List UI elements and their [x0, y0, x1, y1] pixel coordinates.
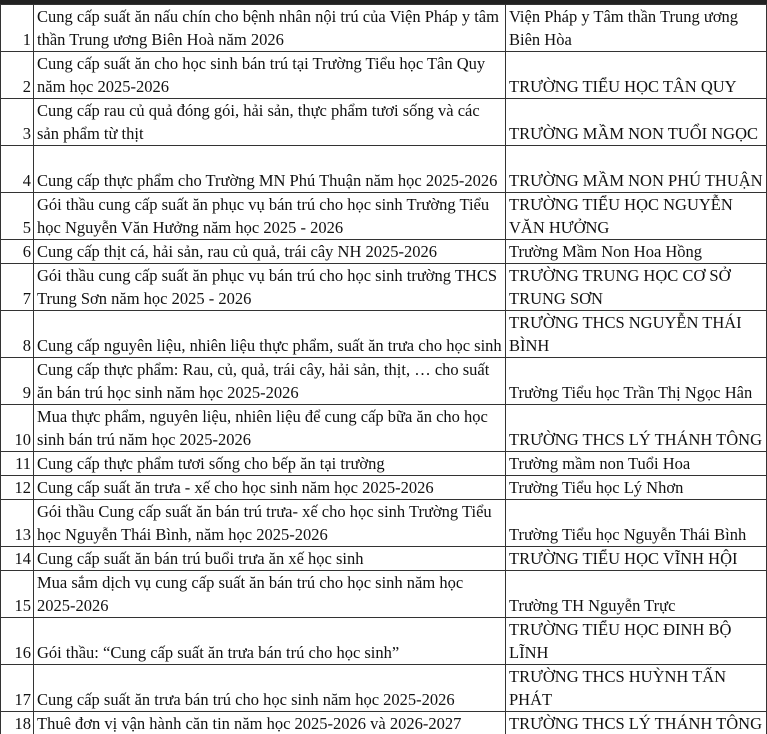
table-row[interactable] [1, 476, 767, 500]
unit-cell[interactable]: Trường Tiểu học Nguyễn Thái Bình [506, 500, 767, 547]
row-number: 11 [1, 452, 34, 476]
description-cell[interactable]: Cung cấp rau củ quả đóng gói, hải sản, thực phẩm tươi sống và các sản phẩm từ thịt [34, 99, 506, 146]
description-cell[interactable]: Cung cấp suất ăn bán trú buổi trưa ăn xế học sinh [34, 547, 506, 571]
unit-cell[interactable]: TRƯỜNG TRUNG HỌC CƠ SỞ TRUNG SƠN [506, 264, 767, 311]
table-row[interactable] [1, 99, 767, 146]
table-row[interactable] [1, 311, 767, 358]
description-cell[interactable]: Gói thầu cung cấp suất ăn phục vụ bán trú cho học sinh Trường Tiểu học Nguyễn Văn Hưởng năm học 2025 - 2026 [34, 193, 506, 240]
row-number: 9 [1, 358, 34, 405]
row-number: 1 [1, 5, 34, 52]
tender-table [0, 4, 767, 734]
unit-cell[interactable]: TRƯỜNG TIỂU HỌC ĐINH BỘ LĨNH [506, 618, 767, 665]
table-row[interactable] [1, 264, 767, 311]
row-number: 2 [1, 52, 34, 99]
table-row[interactable] [1, 712, 767, 734]
description-cell[interactable]: Cung cấp suất ăn trưa bán trú cho học sinh năm học 2025-2026 [34, 665, 506, 712]
row-number: 17 [1, 665, 34, 712]
row-number: 14 [1, 547, 34, 571]
table-row[interactable] [1, 500, 767, 547]
table-row[interactable] [1, 5, 767, 52]
table-body [1, 5, 767, 734]
unit-cell[interactable]: TRƯỜNG THCS LÝ THÁNH TÔNG [506, 405, 767, 452]
row-number: 15 [1, 571, 34, 618]
unit-cell[interactable]: TRƯỜNG THCS NGUYỄN THÁI BÌNH [506, 311, 767, 358]
description-cell[interactable]: Cung cấp thịt cá, hải sản, rau củ quả, trái cây NH 2025-2026 [34, 240, 506, 264]
table-row[interactable] [1, 240, 767, 264]
row-number: 16 [1, 618, 34, 665]
unit-cell[interactable]: TRƯỜNG MẦM NON PHÚ THUẬN [506, 146, 767, 193]
table-row[interactable] [1, 452, 767, 476]
row-number: 8 [1, 311, 34, 358]
row-number: 5 [1, 193, 34, 240]
table-row[interactable] [1, 547, 767, 571]
description-cell[interactable]: Cung cấp suất ăn cho học sinh bán trú tại Trường Tiểu học Tân Quy năm học 2025-2026 [34, 52, 506, 99]
table-row[interactable] [1, 665, 767, 712]
description-cell[interactable]: Cung cấp nguyên liệu, nhiên liệu thực phẩm, suất ăn trưa cho học sinh [34, 311, 506, 358]
unit-cell[interactable]: Trường TH Nguyễn Trực [506, 571, 767, 618]
unit-cell[interactable]: TRƯỜNG TIỂU HỌC VĨNH HỘI [506, 547, 767, 571]
unit-cell[interactable]: TRƯỜNG TIỂU HỌC NGUYỄN VĂN HƯỞNG [506, 193, 767, 240]
unit-cell[interactable]: Trường Mầm Non Hoa Hồng [506, 240, 767, 264]
row-number: 3 [1, 99, 34, 146]
unit-cell[interactable]: Viện Pháp y Tâm thần Trung ương Biên Hòa [506, 5, 767, 52]
description-cell[interactable]: Gói thầu Cung cấp suất ăn bán trú trưa- xế cho học sinh Trường Tiểu học Nguyễn Thái Bình, năm học 2025-2026 [34, 500, 506, 547]
description-cell[interactable]: Cung cấp thực phẩm: Rau, củ, quả, trái cây, hải sản, thịt, … cho suất ăn bán trú học sinh năm học 2025-2026 [34, 358, 506, 405]
description-cell[interactable]: Cung cấp suất ăn nấu chín cho bệnh nhân nội trú của Viện Pháp y tâm thần Trung ương Biên Hoà năm 2026 [34, 5, 506, 52]
row-number: 10 [1, 405, 34, 452]
unit-cell[interactable]: TRƯỜNG THCS LÝ THÁNH TÔNG [506, 712, 767, 734]
description-cell[interactable]: Thuê đơn vị vận hành căn tin năm học 2025-2026 và 2026-2027 [34, 712, 506, 734]
table-row[interactable] [1, 146, 767, 193]
table-row[interactable] [1, 52, 767, 99]
description-cell[interactable]: Mua sắm dịch vụ cung cấp suất ăn bán trú cho học sinh năm học 2025-2026 [34, 571, 506, 618]
table-row[interactable] [1, 358, 767, 405]
table-row[interactable] [1, 618, 767, 665]
description-cell[interactable]: Cung cấp thực phẩm cho Trường MN Phú Thuận năm học 2025-2026 [34, 146, 506, 193]
table-row[interactable] [1, 571, 767, 618]
row-number: 13 [1, 500, 34, 547]
row-number: 4 [1, 146, 34, 193]
unit-cell[interactable]: Trường Tiểu học Lý Nhơn [506, 476, 767, 500]
table-row[interactable] [1, 193, 767, 240]
description-cell[interactable]: Mua thực phẩm, nguyên liệu, nhiên liệu để cung cấp bữa ăn cho học sinh bán trú năm học 2025-2026 [34, 405, 506, 452]
unit-cell[interactable]: TRƯỜNG THCS HUỲNH TẤN PHÁT [506, 665, 767, 712]
description-cell[interactable]: Cung cấp suất ăn trưa - xế cho học sinh năm học 2025-2026 [34, 476, 506, 500]
description-cell[interactable]: Gói thầu cung cấp suất ăn phục vụ bán trú cho học sinh trường THCS Trung Sơn năm học 2025 - 2026 [34, 264, 506, 311]
unit-cell[interactable]: Trường mầm non Tuổi Hoa [506, 452, 767, 476]
row-number: 7 [1, 264, 34, 311]
description-cell[interactable]: Cung cấp thực phẩm tươi sống cho bếp ăn tại trường [34, 452, 506, 476]
table-row[interactable] [1, 405, 767, 452]
unit-cell[interactable]: Trường Tiểu học Trần Thị Ngọc Hân [506, 358, 767, 405]
row-number: 12 [1, 476, 34, 500]
unit-cell[interactable]: TRƯỜNG MẦM NON TUỔI NGỌC [506, 99, 767, 146]
description-cell[interactable]: Gói thầu: “Cung cấp suất ăn trưa bán trú cho học sinh” [34, 618, 506, 665]
unit-cell[interactable]: TRƯỜNG TIỂU HỌC TÂN QUY [506, 52, 767, 99]
row-number: 6 [1, 240, 34, 264]
row-number: 18 [1, 712, 34, 734]
